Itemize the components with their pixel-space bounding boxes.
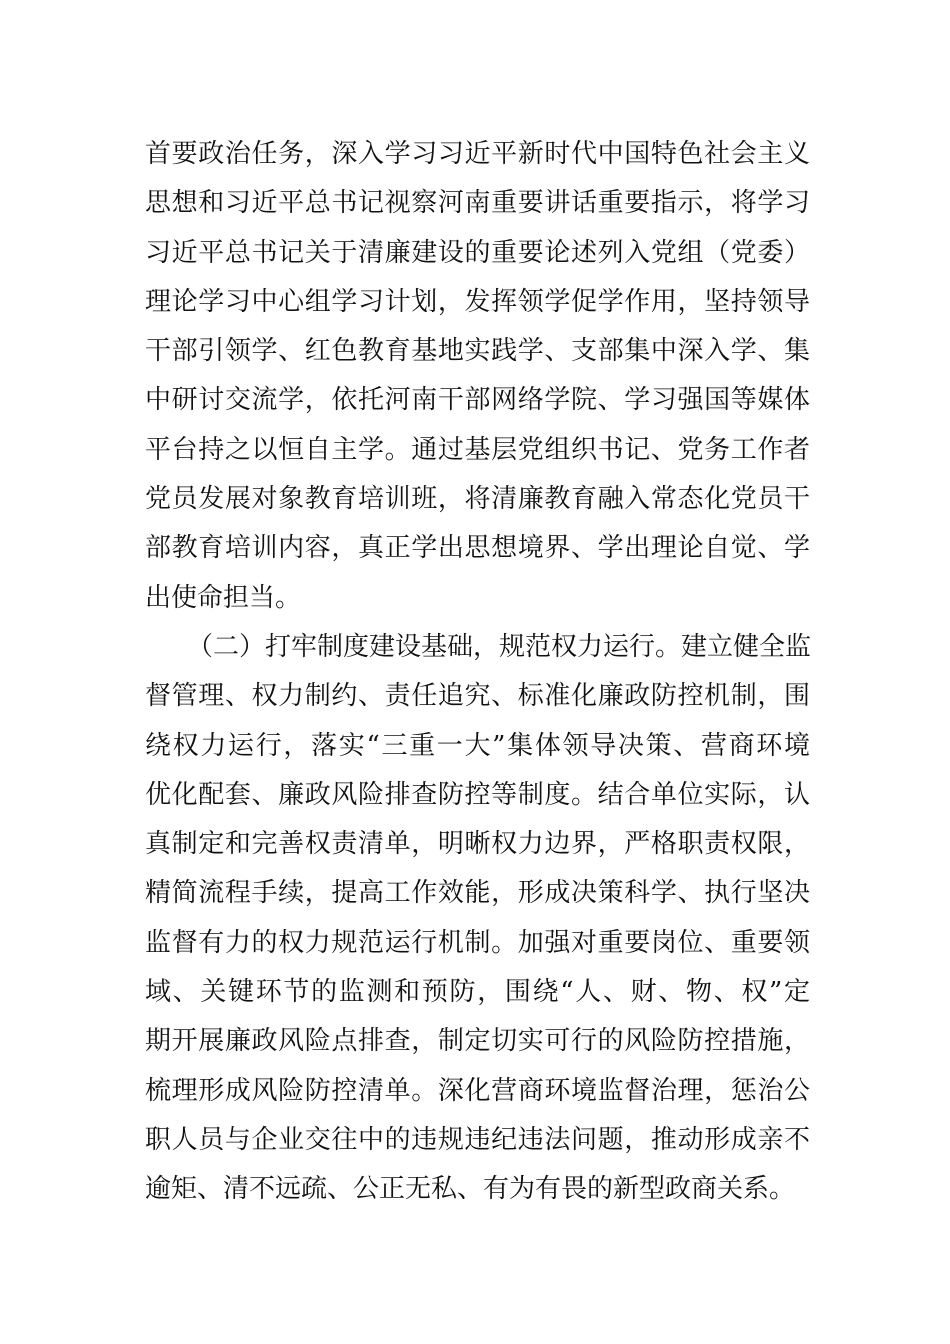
text-line: 域、关键环节的监测和预防，围绕“人、财、物、权”定: [145, 977, 810, 1008]
text-line: 期开展廉政风险点排查，制定切实可行的风险防控措施，: [145, 1026, 810, 1057]
text-line: 逾矩、清不远疏、公正无私、有为有畏的新型政商关系。: [145, 1174, 796, 1205]
text-line: 职人员与企业交往中的违规违纪违法问题，推动形成亲不: [145, 1124, 810, 1155]
text-line: 理论学习中心组学习计划，发挥领学促学作用，坚持领导: [145, 286, 810, 317]
text-line: 部教育培训内容，真正学出思想境界、学出理论自觉、学: [145, 533, 810, 564]
section-heading-line: （二）打牢制度建设基础，规范权力运行。建立健全监: [187, 631, 812, 662]
paragraph-1: [145, 130, 810, 623]
body-text: [145, 130, 810, 1215]
text-line: 梳理形成风险防控清单。深化营商环境监督治理，惩治公: [145, 1075, 810, 1106]
text-line: 绕权力运行，落实“三重一大”集体领导决策、营商环境: [145, 730, 810, 761]
text-line: 监督有力的权力规范运行机制。加强对重要岗位、重要领: [145, 927, 810, 958]
text-line: 平台持之以恒自主学。通过基层党组织书记、党务工作者: [145, 434, 810, 465]
text-line: 党员发展对象教育培训班，将清廉教育融入常态化党员干: [145, 484, 810, 515]
text-line: 督管理、权力制约、责任追究、标准化廉政防控机制，围: [145, 681, 810, 712]
text-line: 思想和习近平总书记视察河南重要讲话重要指示，将学习: [145, 188, 810, 219]
text-line: 习近平总书记关于清廉建设的重要论述列入党组（党委）: [145, 237, 810, 268]
text-line: 精简流程手续，提高工作效能，形成决策科学、执行坚决: [145, 878, 810, 909]
text-line: 干部引领学、红色教育基地实践学、支部集中深入学、集: [145, 336, 810, 367]
text-line: 真制定和完善权责清单，明晰权力边界，严格职责权限，: [145, 829, 810, 860]
text-line: 优化配套、廉政风险排查防控等制度。结合单位实际，认: [145, 779, 810, 810]
text-line: 中研讨交流学，依托河南干部网络学院、学习强国等媒体: [145, 385, 810, 416]
paragraph-2: [145, 623, 810, 1215]
text-line: 出使命担当。: [145, 582, 302, 613]
text-line: 首要政治任务，深入学习习近平新时代中国特色社会主义: [145, 139, 810, 169]
